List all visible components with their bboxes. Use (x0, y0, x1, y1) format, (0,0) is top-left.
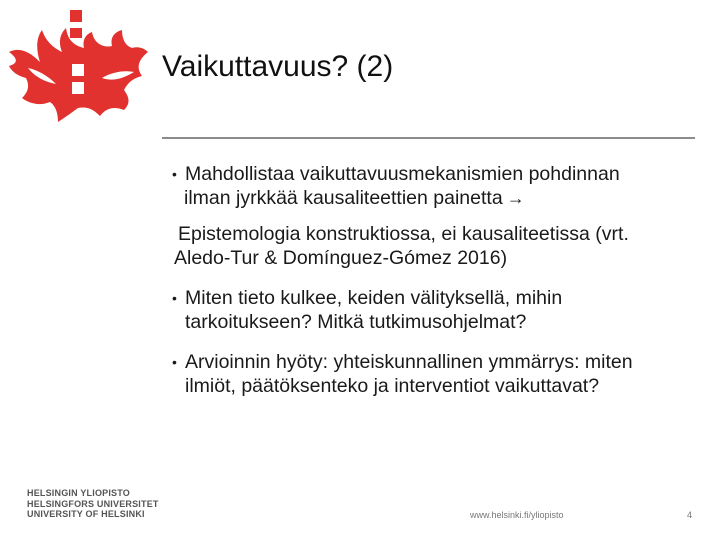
bullet-line: ilman jyrkkää kausaliteettien painetta (184, 187, 503, 209)
paragraph-line: Epistemologia konstruktiossa, ei kausaliteetissa (vrt. (178, 223, 629, 245)
bullet-line: ilmiöt, päätöksenteko ja interventiot vaikuttavat? (185, 375, 600, 397)
title-divider (162, 137, 695, 139)
arrow-right-icon: → (506, 188, 525, 208)
bullet-line: • Mahdollistaa vaikuttavuusmekanismien pohdinnan (185, 163, 620, 185)
footer-url: www.helsinki.fi/yliopisto (470, 510, 564, 520)
slide-title: Vaikuttavuus? (2) (162, 50, 394, 83)
bullet-line: • Arvioinnin hyöty: yhteiskunnallinen ymmärrys: miten (185, 351, 633, 373)
university-line: HELSINGFORS UNIVERSITET (27, 498, 159, 509)
page-number: 4 (687, 510, 693, 520)
university-line: UNIVERSITY OF HELSINKI (27, 509, 145, 519)
plain-paragraph (172, 222, 702, 270)
bullet-item (172, 350, 702, 398)
paragraph-line: Aledo-Tur & Domínguez-Gómez 2016) (174, 247, 508, 269)
university-line: HELSINGIN YLIOPISTO (27, 488, 130, 498)
bullet-line: • Miten tieto kulkee, keiden välityksellä, mihin (185, 287, 563, 309)
slide-body (172, 162, 702, 398)
bullet-item (172, 286, 702, 334)
bullet-line: tarkoitukseen? Mitkä tutkimusohjelmat? (185, 311, 527, 333)
university-name (27, 488, 159, 520)
flame-logo-icon (6, 6, 152, 124)
bullet-item (172, 162, 702, 210)
